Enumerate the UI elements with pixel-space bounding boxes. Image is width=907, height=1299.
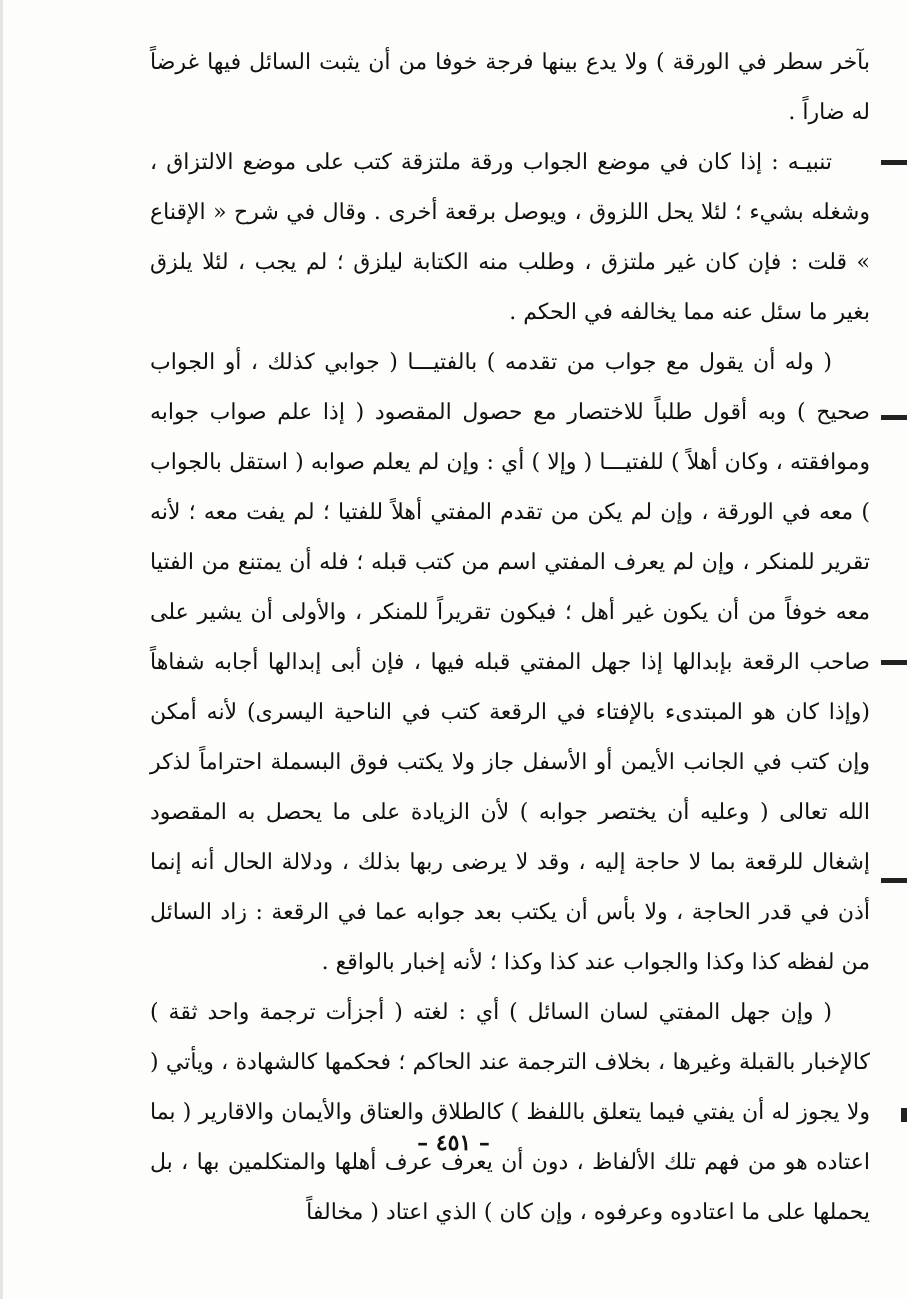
scan-edge-shadow bbox=[0, 0, 3, 1299]
paragraph-1: بآخر سطر في الورقة ) ولا يدع بينها فرجة خوفا من أن يثبت السائل فيها غرضاً له ضاراً . bbox=[150, 50, 870, 125]
margin-mark bbox=[881, 415, 907, 420]
margin-mark bbox=[881, 160, 907, 165]
paragraph-4: ( وإن جهل المفتي لسان السائل ) أي : لغته ( أجزأت ترجمة واحد ثقة ) كالإخبار بالقبلة وغيرها ، بخلاف الترجمة عند الحاكم ؛ فحكمها كالشهادة ، ويأتي ( ولا يجوز له أن يفتي فيما يتعلق باللفظ ) كالطلاق والعتاق والأيمان والاقارير ( بما اعتاده هو من فهم تلك الألفاظ ، دون أن يعرف عرف أهلها والمتكلمين بها ، بل يحملها على ما اعتادوه وعرفوه ، وإن كان ) الذي اعتاد ( مخالفاً bbox=[150, 1000, 870, 1225]
page-number: – ٤٥١ – bbox=[417, 1130, 490, 1156]
body-text bbox=[150, 38, 870, 1238]
paragraph-3: ( وله أن يقول مع جواب من تقدمه ) بالفتيـــا ( جوابي كذلك ، أو الجواب صحيح ) وبه أقول طلباً للاختصار مع حصول المقصود ( إذا علم صواب جوابه وموافقته ، وكان أهلاً ) للفتيـــا ( وإلا ) أي : وإن لم يعلم صوابه ( استقل بالجواب ) معه في الورقة ، وإن لم يكن من تقدم المفتي أهلاً للفتيا ؛ لم يفت معه ؛ لأنه تقرير للمنكر ، وإن لم يعرف المفتي اسم من كتب قبله ؛ فله أن يمتنع من الفتيا معه خوفاً من أن يكون غير أهل ؛ فيكون تقريراً للمنكر ، والأولى أن يشير على صاحب الرقعة بإبدالها إذا جهل المفتي قبله فيها ، فإن أبى إبدالها أجابه شفاهاً (وإذا كان هو المبتدىء بالإفتاء في الرقعة كتب في الناحية اليسرى) لأنه أمكن وإن كتب في الجانب الأيمن أو الأسفل جاز ولا يكتب فوق البسملة احتراماً لذكر الله تعالى ( وعليه أن يختصر جوابه ) لأن الزيادة على ما يحصل به المقصود إشغال للرقعة بما لا حاجة إليه ، وقد لا يرضى ربها بذلك ، ودلالة الحال أنه إنما أذن في قدر الحاجة ، ولا بأس أن يكتب بعد جوابه عما في الرقعة : زاد السائل من لفظه كذا وكذا والجواب عند كذا وكذا ؛ لأنه إخبار بالواقع . bbox=[150, 350, 871, 975]
margin-mark bbox=[881, 878, 907, 883]
paragraph-2: تنبيـه : إذا كان في موضع الجواب ورقة ملتزقة كتب على موضع الالتزاق ، وشغله بشيء ؛ لئلا يحل اللزوق ، ويوصل برقعة أخرى . وقال في شرح « الإقناع » قلت : فإن كان غير ملتزق ، وطلب منه الكتابة ليلزق ؛ لم يجب ، لئلا يلزق بغير ما سئل عنه مما يخالفه في الحكم . bbox=[150, 150, 870, 325]
margin-mark bbox=[881, 660, 907, 665]
margin-mark bbox=[901, 1108, 907, 1122]
